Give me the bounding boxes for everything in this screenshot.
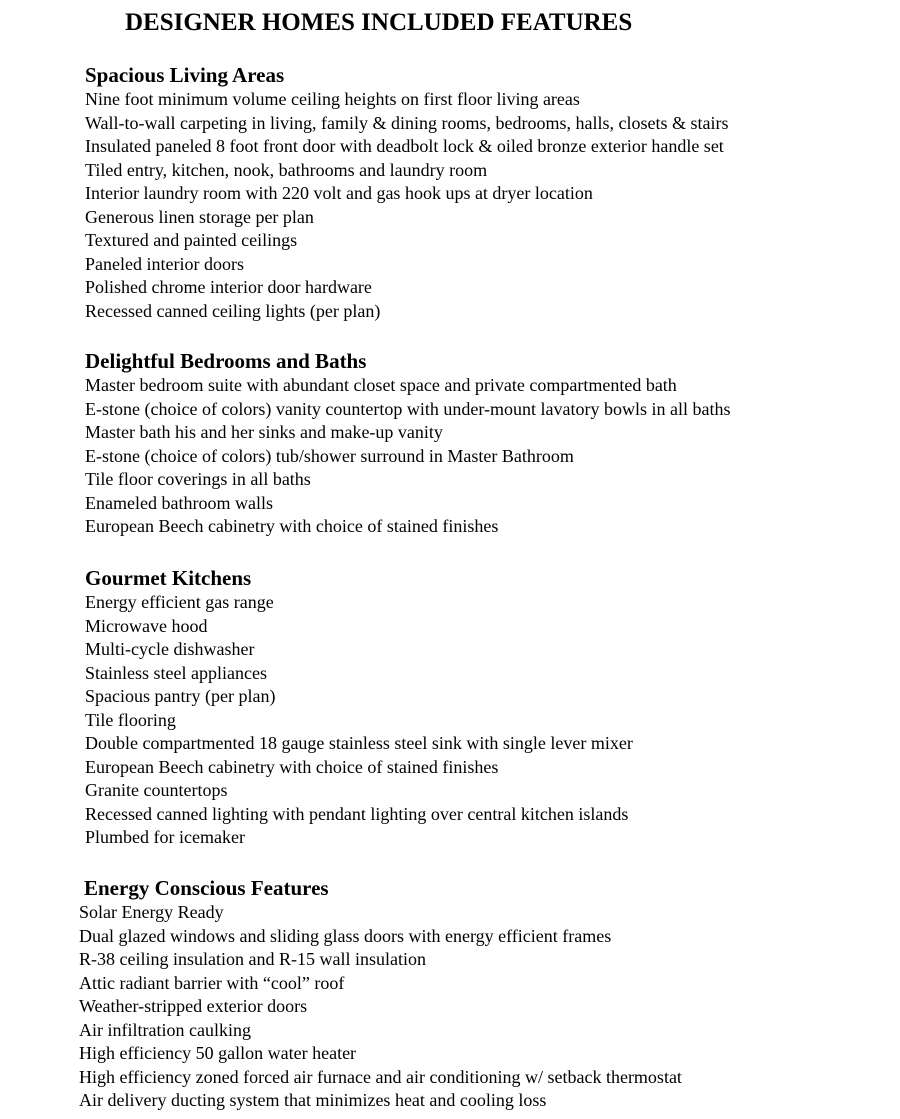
- list-item: Textured and painted ceilings: [85, 230, 298, 250]
- list-item: European Beech cabinetry with choice of stained finishes: [85, 756, 499, 777]
- list-item: Tiled entry, kitchen, nook, bathrooms and laundry room: [85, 159, 488, 180]
- list-item: Generous linen storage per plan: [85, 206, 314, 227]
- list-item: Multi-cycle dishwasher: [85, 639, 255, 659]
- list-item: Wall-to-wall carpeting in living, family & dining rooms, bedrooms, halls, closets & stairs: [85, 112, 729, 133]
- section-spacious-living-areas: [85, 62, 728, 323]
- list-item: Paneled interior doors: [85, 253, 244, 274]
- list-item: High efficiency 50 gallon water heater: [79, 1043, 357, 1063]
- section-heading: Delightful Bedrooms and Baths: [85, 349, 367, 373]
- feature-list: [79, 901, 682, 1113]
- list-item: Recessed canned lighting with pendant lighting over central kitchen islands: [85, 803, 629, 824]
- list-item: Solar Energy Ready: [79, 902, 224, 922]
- list-item: Enameled bathroom walls: [85, 492, 273, 513]
- list-item: Dual glazed windows and sliding glass doors with energy efficient frames: [79, 925, 612, 946]
- section-heading: Energy Conscious Features: [84, 876, 329, 900]
- list-item: Tile flooring: [85, 709, 176, 730]
- list-item: Master bedroom suite with abundant closet space and private compartmented bath: [85, 375, 677, 395]
- list-item: Weather-stripped exterior doors: [79, 996, 308, 1016]
- section-delightful-bedrooms-and-baths: [85, 348, 730, 539]
- feature-list: [85, 88, 728, 323]
- list-item: Plumbed for icemaker: [85, 827, 245, 847]
- list-item: Insulated paneled 8 foot front door with deadbolt lock & oiled bronze exterior handle set: [85, 136, 724, 156]
- list-item: Double compartmented 18 gauge stainless steel sink with single lever mixer: [85, 733, 633, 753]
- page-title: DESIGNER HOMES INCLUDED FEATURES: [125, 9, 633, 36]
- feature-list: [85, 374, 730, 539]
- list-item: E-stone (choice of colors) tub/shower surround in Master Bathroom: [85, 445, 574, 466]
- list-item: Nine foot minimum volume ceiling heights on first floor living areas: [85, 89, 580, 109]
- section-heading: Spacious Living Areas: [85, 63, 285, 87]
- section-gourmet-kitchens: [85, 565, 633, 850]
- list-item: R-38 ceiling insulation and R-15 wall insulation: [79, 949, 426, 969]
- list-item: Tile floor coverings in all baths: [85, 469, 311, 489]
- list-item: Microwave hood: [85, 615, 208, 636]
- list-item: High efficiency zoned forced air furnace and air conditioning w/ setback thermostat: [79, 1066, 682, 1087]
- list-item: European Beech cabinetry with choice of stained finishes: [85, 516, 499, 536]
- list-item: Master bath his and her sinks and make-up vanity: [85, 422, 443, 442]
- list-item: Air delivery ducting system that minimizes heat and cooling loss: [79, 1090, 547, 1110]
- list-item: Granite countertops: [85, 780, 228, 800]
- list-item: Recessed canned ceiling lights (per plan): [85, 300, 381, 321]
- section-energy-conscious-features: [79, 875, 682, 1113]
- list-item: E-stone (choice of colors) vanity countertop with under-mount lavatory bowls in all baths: [85, 398, 731, 419]
- list-item: Air infiltration caulking: [79, 1019, 251, 1040]
- section-heading: Gourmet Kitchens: [85, 566, 252, 590]
- list-item: Attic radiant barrier with “cool” roof: [79, 972, 345, 993]
- list-item: Stainless steel appliances: [85, 662, 267, 683]
- list-item: Spacious pantry (per plan): [85, 686, 276, 706]
- list-item: Interior laundry room with 220 volt and gas hook ups at dryer location: [85, 183, 593, 203]
- list-item: Energy efficient gas range: [85, 592, 274, 612]
- feature-list: [85, 591, 633, 850]
- list-item: Polished chrome interior door hardware: [85, 277, 372, 297]
